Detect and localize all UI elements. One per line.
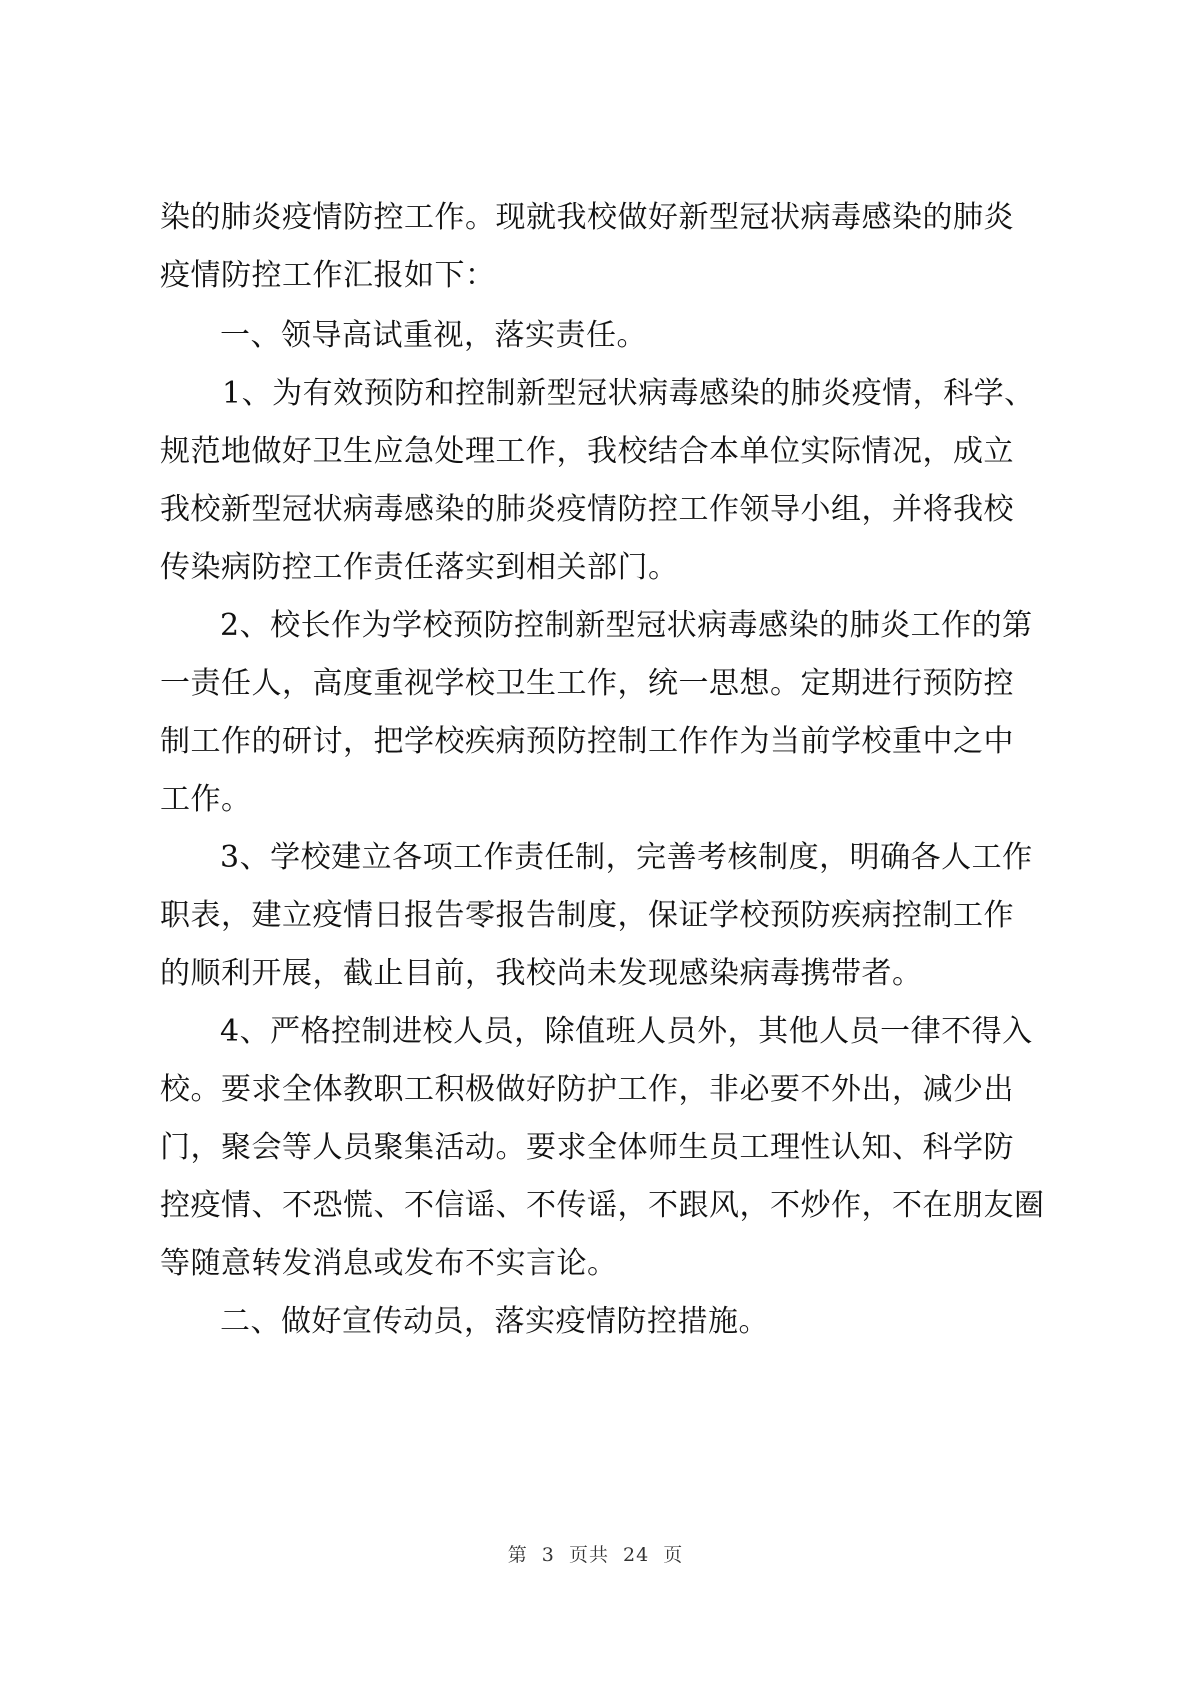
body-line-15: 4、严格控制进校人员，除值班人员外，其他人员一律不得入 (220, 1014, 1033, 1049)
body-line-8: 2、校长作为学校预防控制新型冠状病毒感染的肺炎工作的第 (220, 608, 1033, 643)
body-line-12: 3、学校建立各项工作责任制，完善考核制度，明确各人工作 (220, 840, 1033, 875)
body-line-10: 制工作的研讨，把学校疾病预防控制工作作为当前学校重中之中 (160, 724, 1014, 759)
body-line-4: 1、为有效预防和控制新型冠状病毒感染的肺炎疫情，科学、 (222, 376, 1035, 411)
body-line-1: 染的肺炎疫情防控工作。现就我校做好新型冠状病毒感染的肺炎 (160, 200, 1014, 235)
body-line-14: 的顺利开展，截止目前，我校尚未发现感染病毒携带者。 (160, 956, 923, 991)
section-heading-1: 一、领导高试重视，落实责任。 (220, 318, 647, 353)
section-heading-2: 二、做好宣传动员，落实疫情防控措施。 (220, 1304, 769, 1339)
body-line-13: 职表，建立疫情日报告零报告制度，保证学校预防疾病控制工作 (160, 898, 1014, 933)
page-number-footer: 第 3 页共 24 页 (507, 1544, 684, 1566)
body-line-19: 等随意转发消息或发布不实言论。 (160, 1246, 618, 1281)
body-line-16: 校。要求全体教职工积极做好防护工作，非必要不外出，减少出 (160, 1072, 1014, 1107)
body-line-18: 控疫情、不恐慌、不信谣、不传谣，不跟风，不炒作，不在朋友圈 (160, 1188, 1045, 1223)
body-line-7: 传染病防控工作责任落实到相关部门。 (160, 550, 679, 585)
body-line-11: 工作。 (160, 782, 252, 817)
body-line-5: 规范地做好卫生应急处理工作，我校结合本单位实际情况，成立 (160, 434, 1014, 469)
body-line-9: 一责任人，高度重视学校卫生工作，统一思想。定期进行预防控 (160, 666, 1014, 701)
body-line-2: 疫情防控工作汇报如下： (160, 258, 496, 293)
body-line-6: 我校新型冠状病毒感染的肺炎疫情防控工作领导小组，并将我校 (160, 492, 1014, 527)
body-line-17: 门，聚会等人员聚集活动。要求全体师生员工理性认知、科学防 (160, 1130, 1014, 1165)
